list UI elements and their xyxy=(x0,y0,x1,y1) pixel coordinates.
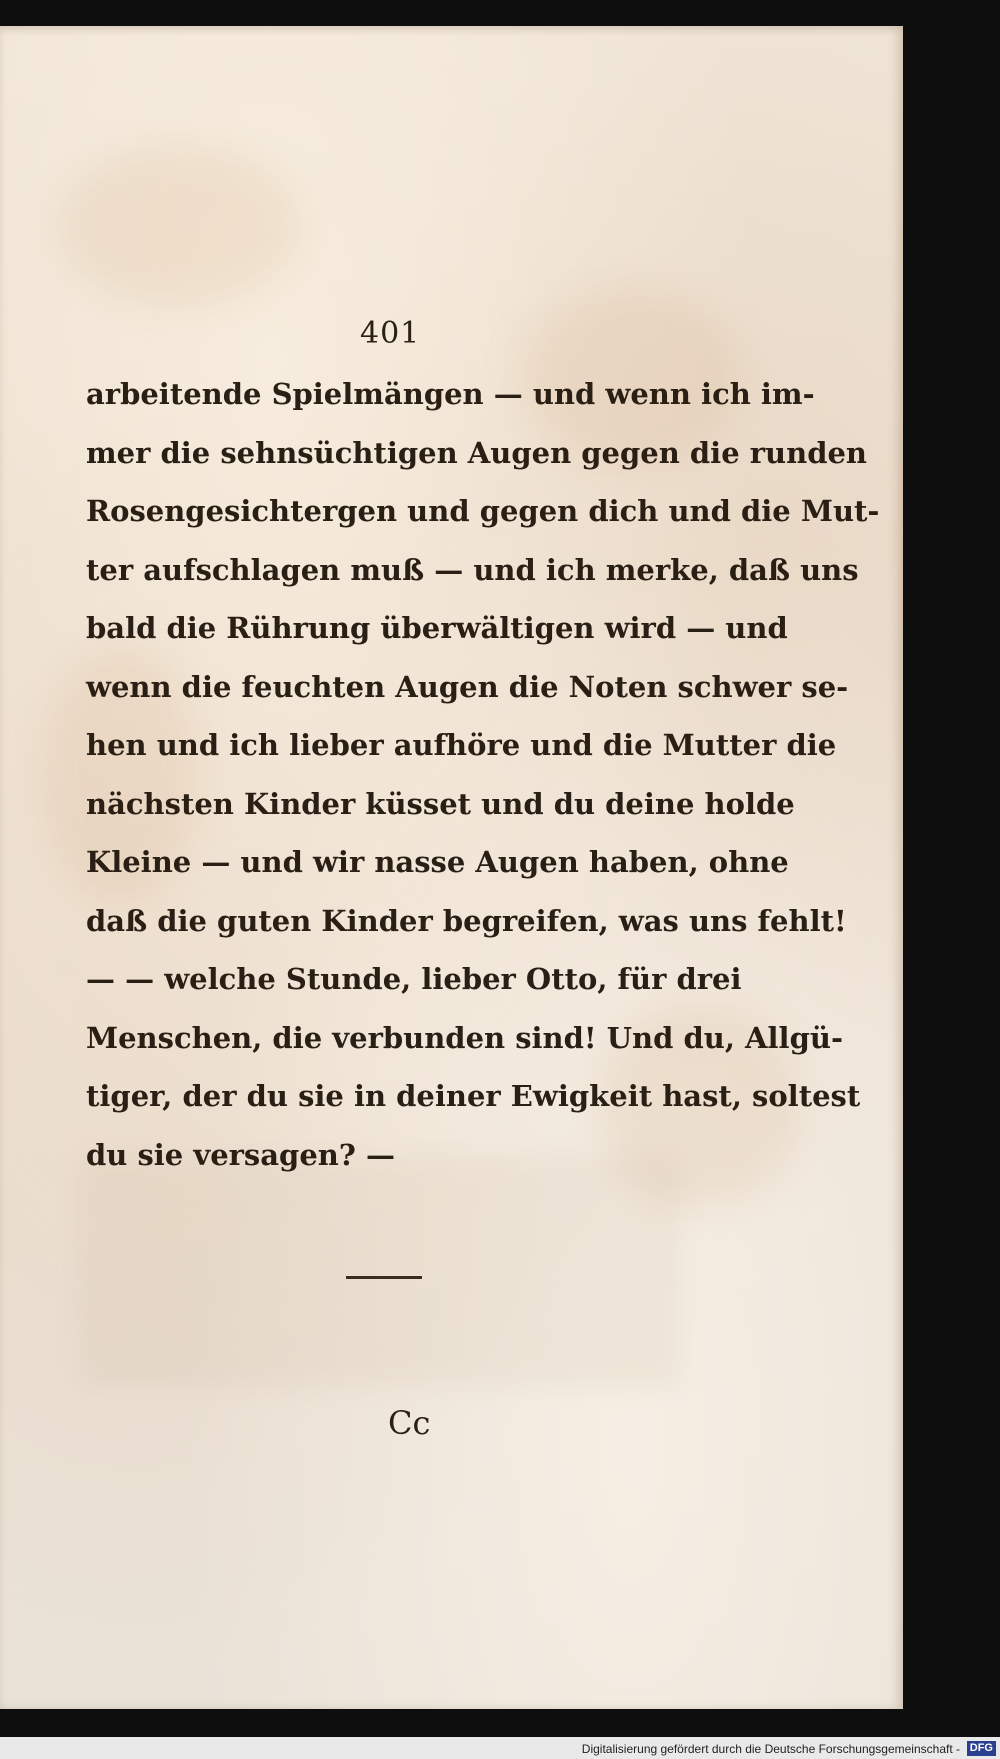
text-line: nächsten Kinder küsset und du deine holde xyxy=(86,786,795,821)
text-line: du sie versagen? — xyxy=(86,1137,395,1172)
footer-bar xyxy=(0,1737,1000,1759)
text-line: daß die guten Kinder begreifen, was uns fehlt! xyxy=(86,903,847,938)
text-line: hen und ich lieber aufhöre und die Mutter die xyxy=(86,728,837,762)
text-line: tiger, der du sie in deiner Ewigkeit hast, soltest xyxy=(86,1079,861,1113)
text-line: Kleine — und wir nasse Augen haben, ohne xyxy=(86,845,789,879)
text-line: ter aufschlagen muß — und ich merke, daß uns xyxy=(86,552,859,587)
body-text xyxy=(86,374,880,1193)
signature-mark: Cc xyxy=(388,1404,431,1442)
text-line: Rosengesichtergen und gegen dich und die Mut- xyxy=(86,494,880,528)
text-line: arbeitende Spielmängen — und wenn ich im- xyxy=(86,377,815,411)
page-number: 401 xyxy=(360,316,421,351)
text-line: wenn die feuchten Augen die Noten schwer se- xyxy=(86,669,849,704)
dfg-logo: DFG xyxy=(967,1741,996,1756)
book-page xyxy=(0,26,903,1709)
footer-credit: Digitalisierung gefördert durch die Deutsche Forschungsgemeinschaft - xyxy=(581,1742,960,1756)
text-line: — — welche Stunde, lieber Otto, für drei xyxy=(86,962,742,996)
text-line: mer die sehnsüchtigen Augen gegen die runden xyxy=(86,435,868,470)
text-line: Menschen, die verbunden sind! Und du, Allgü- xyxy=(86,1020,843,1055)
text-line: bald die Rührung überwältigen wird — und xyxy=(86,611,788,645)
section-rule xyxy=(346,1276,422,1279)
paper-stain xyxy=(60,146,300,306)
